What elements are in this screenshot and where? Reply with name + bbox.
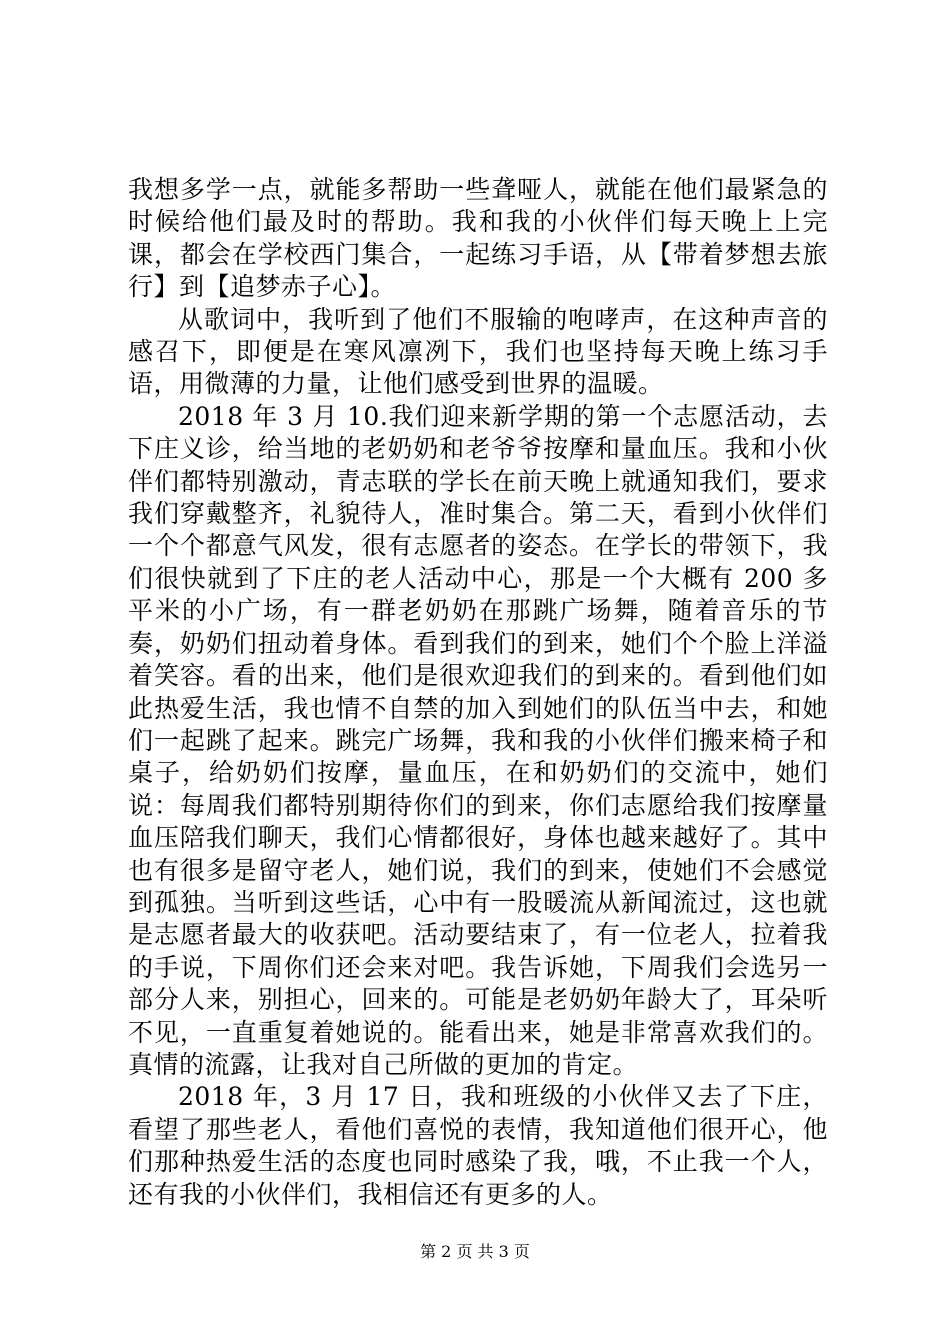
page-number-footer: 第 2 页 共 3 页 [420,1242,530,1261]
paragraph-1: 我想多学一点，就能多帮助一些聋哑人，就能在他们最紧急的时候给他们最及时的帮助。我和我的小伙伴们每天晚上上完课，都会在学校西门集合，一起练习手语，从【带着梦想去旅行】到【追梦赤子心】。 [128,175,828,302]
paragraph-2: 从歌词中，我听到了他们不服输的咆哮声，在这种声音的感召下，即便是在寒风凛冽下，我们也坚持每天晚上练习手语，用微薄的力量，让他们感受到世界的温暖。 [128,304,828,399]
body-text [128,174,828,1211]
paragraph-4: 2018 年，3 月 17 日，我和班级的小伙伴又去了下庄，看望了那些老人，看他们喜悦的表情，我知道他们很开心，他们那种热爱生活的态度也同时感染了我，哦，不止我一个人，还有我的小伙伴们，我相信还有更多的人。 [128,1082,828,1209]
paragraph-3: 2018 年 3 月 10.我们迎来新学期的第一个志愿活动，去下庄义诊，给当地的老奶奶和老爷爷按摩和量血压。我和小伙伴们都特别激动，青志联的学长在前天晚上就通知我们，要求我们穿戴整齐，礼貌待人，准时集合。第二天，看到小伙伴们一个个都意气风发，很有志愿者的姿态。在学长的带领下，我们很快就到了下庄的老人活动中心，那是一个大概有 200 多平米的小广场，有一群老奶奶在那跳广场舞，随着音乐的节奏，奶奶们扭动着身体。看到我们的到来，她们个个脸上洋溢着笑容。看的出来，他们是很欢迎我们的到来的。看到他们如此热爱生活，我也情不自禁的加入到她们的队伍当中去，和她们一起跳了起来。跳完广场舞，我和我的小伙伴们搬来椅子和桌子，给奶奶们按摩，量血压，在和奶奶们的交流中，她们说：每周我们都特别期待你们的到来，你们志愿给我们按摩量血压陪我们聊天，我们心情都很好，身体也越来越好了。其中也有很多是留守老人，她们说，我们的到来，使她们不会感觉到孤独。当听到这些话，心中有一股暖流从新闻流过，这也就是志愿者最大的收获吧。活动要结束了，有一位老人，拉着我的手说，下周你们还会来对吧。我告诉她，下周我们会选另一部分人来，别担心，回来的。可能是老奶奶年龄大了，耳朵听不见，一直重复着她说的。能看出来，她是非常喜欢我们的。真情的流露，让我对自己所做的更加的肯定。 [128,401,828,1079]
